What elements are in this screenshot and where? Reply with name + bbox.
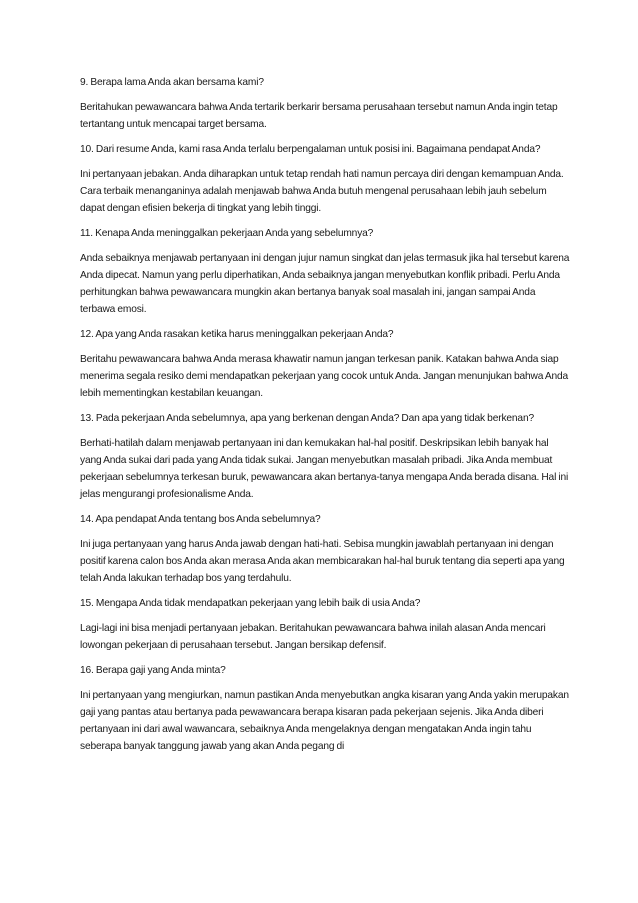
qa-item-12 — [80, 326, 570, 402]
answer-9: Beritahukan pewawancara bahwa Anda tertarik berkarir bersama perusahaan tersebut namun Anda ingin tetap tertantang untuk mencapai target bersama. — [80, 102, 558, 130]
answer-13: Berhati-hatilah dalam menjawab pertanyaan ini dan kemukakan hal-hal positif. Deskripsikan lebih banyak hal yang Anda sukai dari pada yang Anda tidak sukai. Jangan menyebutkan masalah pribadi. Jika Anda membuat pekerjaan sebelumnya terkesan buruk, pewawancara akan bertanya-tanya mengapa Anda berada disana. Hal ini jelas mengurangi profesionalisme Anda. — [80, 438, 569, 500]
question-15: 15. Mengapa Anda tidak mendapatkan pekerjaan yang lebih baik di usia Anda? — [80, 598, 421, 609]
answer-12: Beritahu pewawancara bahwa Anda merasa khawatir namun jangan terkesan panik. Katakan bahwa Anda siap menerima segala resiko demi mendapatkan pekerjaan yang cocok untuk Anda. Jangan menunjukan bahwa Anda lebih mementingkan kestabilan keuangan. — [80, 354, 569, 399]
question-16: 16. Berapa gaji yang Anda minta? — [80, 665, 226, 676]
answer-15: Lagi-lagi ini bisa menjadi pertanyaan jebakan. Beritahukan pewawancara bahwa inilah alasan Anda mencari lowongan pekerjaan di perusahaan tersebut. Jangan bersikap defensif. — [80, 623, 546, 651]
qa-item-15 — [80, 595, 570, 654]
question-14: 14. Apa pendapat Anda tentang bos Anda sebelumnya? — [80, 514, 321, 525]
answer-11: Anda sebaiknya menjawab pertanyaan ini dengan jujur namun singkat dan jelas termasuk jika hal tersebut karena Anda dipecat. Namun yang perlu diperhatikan, Anda sebaiknya jangan menyebutkan konflik pribadi. Perlu Anda perhitungkan bahwa pewawancara mungkin akan bertanya banyak soal masalah ini, jangan sampai Anda terbawa emosi. — [80, 253, 570, 315]
qa-item-13 — [80, 410, 570, 503]
answer-14: Ini juga pertanyaan yang harus Anda jawab dengan hati-hati. Sebisa mungkin jawablah pertanyaan ini dengan positif karena calon bos Anda akan merasa Anda akan membicarakan hal-hal buruk tentang dia seperti apa yang telah Anda lakukan terhadap bos yang terdahulu. — [80, 539, 565, 584]
answer-16: Ini pertanyaan yang mengiurkan, namun pastikan Anda menyebutkan angka kisaran yang Anda yakin merupakan gaji yang pantas atau bertanya pada pewawancara berapa kisaran pada pekerjaan sejenis. Jika Anda diberi pertanyaan ini dari awal wawancara, sebaiknya Anda mengelaknya dengan mengatakan Anda ingin tahu seberapa banyak tanggung jawab yang akan Anda pegang di — [80, 690, 569, 752]
qa-item-11 — [80, 225, 570, 318]
qa-item-14 — [80, 511, 570, 587]
document-body — [80, 74, 570, 763]
answer-10: Ini pertanyaan jebakan. Anda diharapkan untuk tetap rendah hati namun percaya diri dengan kemampuan Anda. Cara terbaik menanganinya adalah menjawab bahwa Anda butuh mengenal perusahaan lebih jauh sebelum dapat dengan efisien bekerja di tingkat yang lebih tinggi. — [80, 169, 564, 214]
question-9: 9. Berapa lama Anda akan bersama kami? — [80, 77, 264, 88]
qa-item-10 — [80, 141, 570, 217]
question-11: 11. Kenapa Anda meninggalkan pekerjaan Anda yang sebelumnya? — [80, 228, 374, 239]
question-12: 12. Apa yang Anda rasakan ketika harus meninggalkan pekerjaan Anda? — [80, 329, 394, 340]
question-10: 10. Dari resume Anda, kami rasa Anda terlalu berpengalaman untuk posisi ini. Bagaimana pendapat Anda? — [80, 144, 541, 155]
question-13: 13. Pada pekerjaan Anda sebelumnya, apa yang berkenan dengan Anda? Dan apa yang tidak berkenan? — [80, 413, 534, 424]
qa-item-16 — [80, 662, 570, 755]
qa-item-9 — [80, 74, 570, 133]
